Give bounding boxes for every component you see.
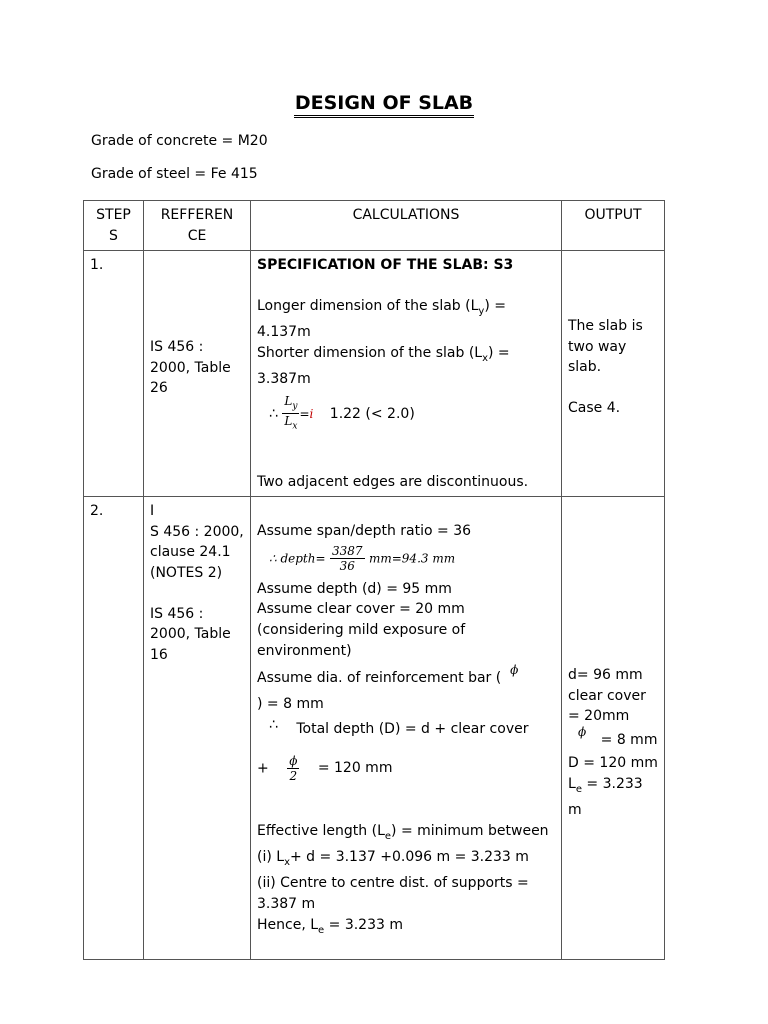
reference-text: IS 456 : 2000, Table 26 <box>150 339 231 397</box>
output-cell <box>562 497 665 960</box>
slab-design-table <box>83 200 665 960</box>
aspect-ratio-formula: ∴ $\frac{L_y}{L_x}$ =i 1.22 (< 2.0) <box>269 393 415 432</box>
output-cell <box>562 251 665 497</box>
reference-cell <box>144 251 251 497</box>
calculation-cell <box>251 497 562 960</box>
output-case: Case 4. <box>568 399 621 416</box>
exposure-note: (considering mild exposure of environment) <box>257 621 466 659</box>
longer-dimension: Longer dimension of the slab $(L_y) = 4.137m$ <box>257 297 506 341</box>
output-slab-type: The slab is two way slab. <box>568 318 643 376</box>
effective-length-option-1: (i) $L_x+ d = 3.137 +0.096$ m = 3.233 m <box>257 849 529 868</box>
step-number: 1. <box>84 251 144 497</box>
reference-text: I <box>150 503 155 520</box>
calculation-cell <box>251 251 562 497</box>
reference-text: S 456 : 2000, clause 24.1 (NOTES 2) <box>150 523 244 581</box>
total-depth-value: + $\frac{\phi}{2}$ = 120 mm <box>257 753 393 783</box>
step-number: 2. <box>84 497 144 960</box>
output-depth: d= 96 mm <box>568 667 643 684</box>
effective-length-result: Hence, $L_e = 3.233$ m <box>257 916 403 936</box>
slab-specification-heading: SPECIFICATION OF THE SLAB: S3 <box>257 257 514 274</box>
grade-of-steel: Grade of steel = Fe 415 <box>91 166 258 182</box>
table-row <box>84 497 665 960</box>
header-steps: STEP S <box>84 201 144 251</box>
reference-cell <box>144 497 251 960</box>
bar-diameter: Assume dia. of reinforcement bar ( ϕ ) = 8 mm <box>257 663 519 713</box>
depth-formula: ∴ depth= $\frac{3387}{36}$ mm=94.3 mm <box>269 543 456 573</box>
table-header-row <box>84 201 665 251</box>
assumed-depth: Assume depth (d) = 95 mm <box>257 580 452 597</box>
header-reference: REFFEREN CE <box>144 201 251 251</box>
table-row <box>84 251 665 497</box>
effective-length-option-2: (ii) Centre to centre dist. of supports = 3.387 m <box>257 875 529 913</box>
document-title: DESIGN OF SLAB <box>0 92 768 118</box>
header-calculations: CALCULATIONS <box>251 201 562 251</box>
reference-text: IS 456 : 2000, Table 16 <box>150 605 231 663</box>
output-effective-length: $L_e = 3.233$ m <box>568 775 643 818</box>
header-output: OUTPUT <box>562 201 665 251</box>
total-depth: ∴ Total depth (D) = d + clear cover <box>269 717 529 738</box>
span-depth-ratio: Assume span/depth ratio = 36 <box>257 523 472 540</box>
grade-of-concrete: Grade of concrete = M20 <box>91 133 268 149</box>
assumed-clear-cover: Assume clear cover = 20 mm <box>257 601 465 618</box>
output-bar-diameter: ϕ = 8 mm <box>578 724 658 748</box>
edge-condition: Two adjacent edges are discontinuous. <box>257 473 529 490</box>
effective-length: Effective length $(L_e)$ = minimum between <box>257 822 549 842</box>
shorter-dimension: Shorter dimension of the slab $(L_x) = 3.387m$ <box>257 344 510 388</box>
output-total-depth: D = 120 mm <box>568 754 658 771</box>
output-clear-cover: clear cover = 20mm <box>568 687 646 725</box>
